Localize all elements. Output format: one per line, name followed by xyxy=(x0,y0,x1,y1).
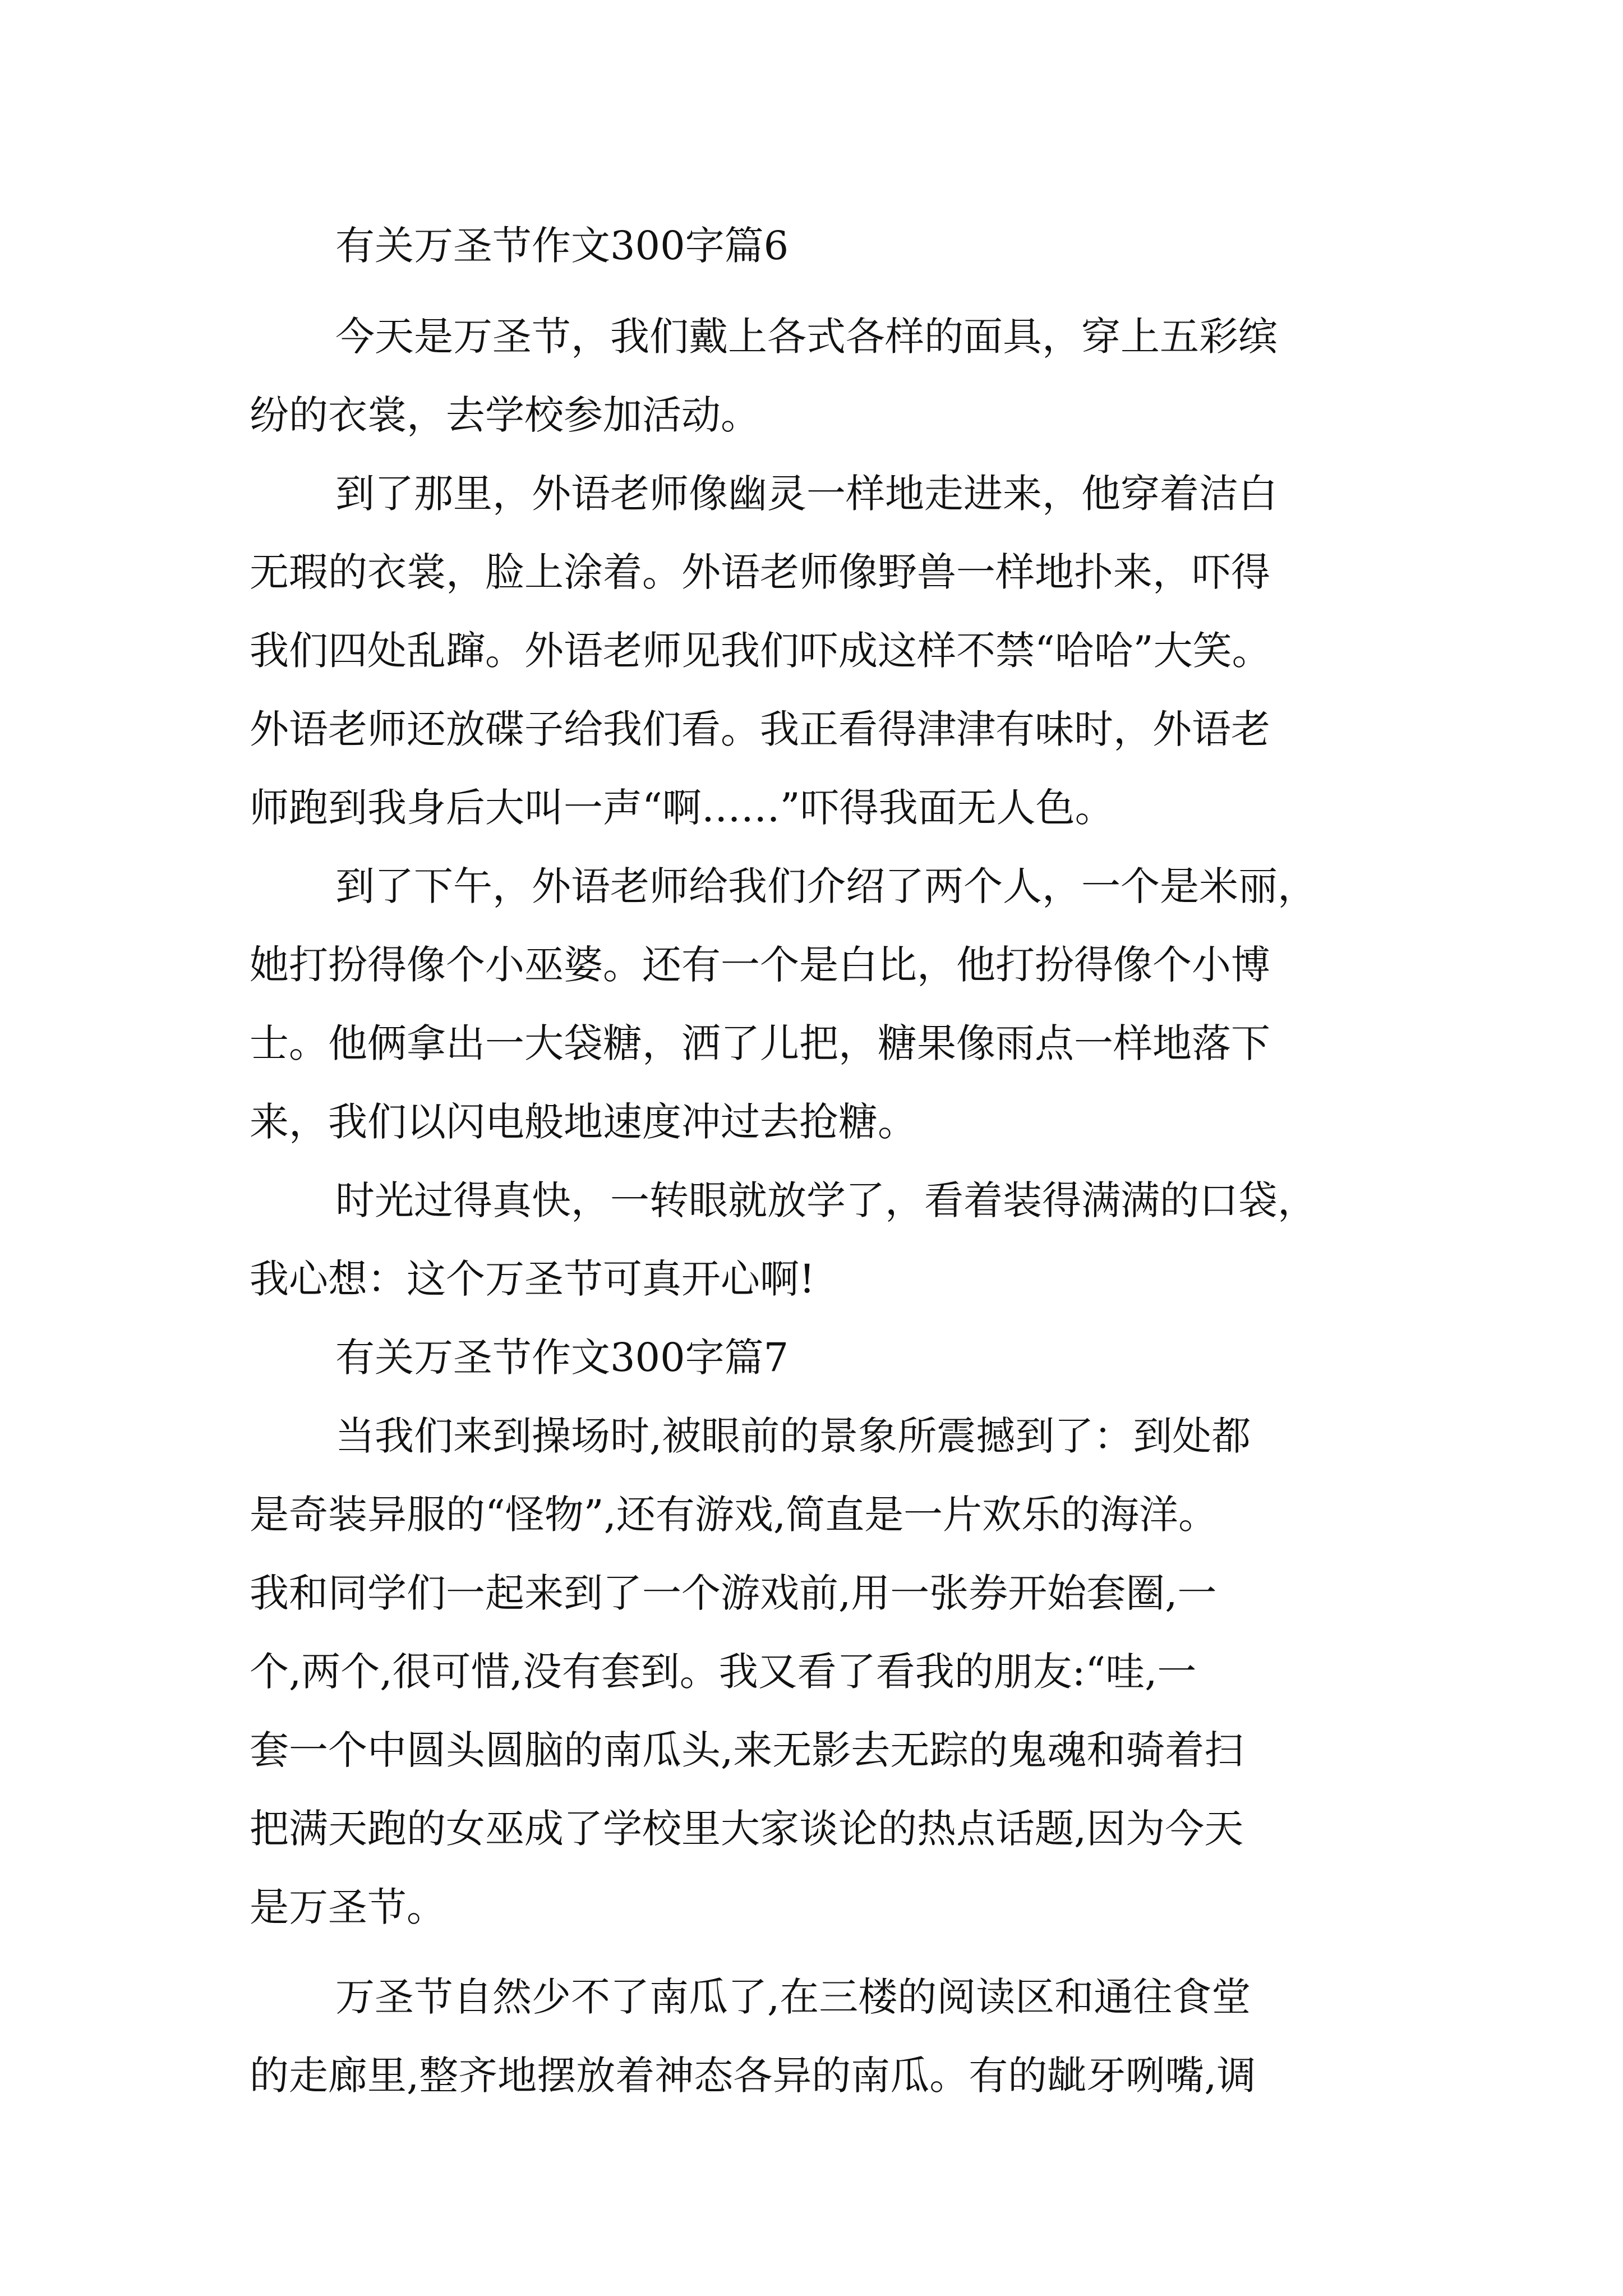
text-line: 她打扮得像个小巫婆。还有一个是白比，他打扮得像个小博 xyxy=(250,942,1270,988)
text-line: 到了下午，外语老师给我们介绍了两个人，一个是米丽， xyxy=(335,863,1317,909)
text-line: 把满天跑的女巫成了学校里大家谈论的热点话题,因为今天 xyxy=(250,1806,1244,1852)
text-line: 我心想：这个万圣节可真开心啊! xyxy=(250,1256,815,1302)
text-line: 是万圣节。 xyxy=(250,1884,446,1930)
text-line: 师跑到我身后大叫一声“啊……”吓得我面无人色。 xyxy=(250,785,1114,831)
text-line: 万圣节自然少不了南瓜了,在三楼的阅读区和通往食堂 xyxy=(335,1974,1251,2020)
text-line: 我和同学们一起来到了一个游戏前,用一张券开始套圈,一 xyxy=(250,1570,1217,1616)
text-line: 无瑕的衣裳，脸上涂着。外语老师像野兽一样地扑来，吓得 xyxy=(250,549,1270,595)
text-line: 套一个中圆头圆脑的南瓜头,来无影去无踪的鬼魂和骑着扫 xyxy=(250,1727,1244,1773)
text-line: 外语老师还放碟子给我们看。我正看得津津有味时，外语老 xyxy=(250,706,1270,752)
text-line: 纷的衣裳，去学校参加活动。 xyxy=(250,392,760,438)
text-line: 时光过得真快，一转眼就放学了，看着装得满满的口袋， xyxy=(335,1177,1317,1223)
text-line: 是奇装异服的“怪物”,还有游戏,简直是一片欢乐的海洋。 xyxy=(250,1492,1218,1538)
essay-title-6: 有关万圣节作文300字篇6 xyxy=(335,223,789,269)
text-line: 到了那里，外语老师像幽灵一样地走进来，他穿着洁白 xyxy=(335,471,1278,517)
essay-title-7: 有关万圣节作文300字篇7 xyxy=(335,1335,789,1381)
text-line: 今天是万圣节，我们戴上各式各样的面具，穿上五彩缤 xyxy=(335,314,1278,360)
text-line: 当我们来到操场时,被眼前的景象所震撼到了：到处都 xyxy=(335,1413,1251,1459)
text-line: 来，我们以闪电般地速度冲过去抢糖。 xyxy=(250,1099,917,1145)
text-line: 我们四处乱蹿。外语老师见我们吓成这样不禁“哈哈”大笑。 xyxy=(250,628,1271,674)
text-line: 的走廊里,整齐地摆放着神态各异的南瓜。有的龇牙咧嘴,调 xyxy=(250,2053,1256,2099)
text-line: 士。他俩拿出一大袋糖，洒了儿把，糖果像雨点一样地落下 xyxy=(250,1020,1270,1066)
text-line: 个,两个,很可惜,没有套到。我又看了看我的朋友:“哇,一 xyxy=(250,1649,1197,1695)
